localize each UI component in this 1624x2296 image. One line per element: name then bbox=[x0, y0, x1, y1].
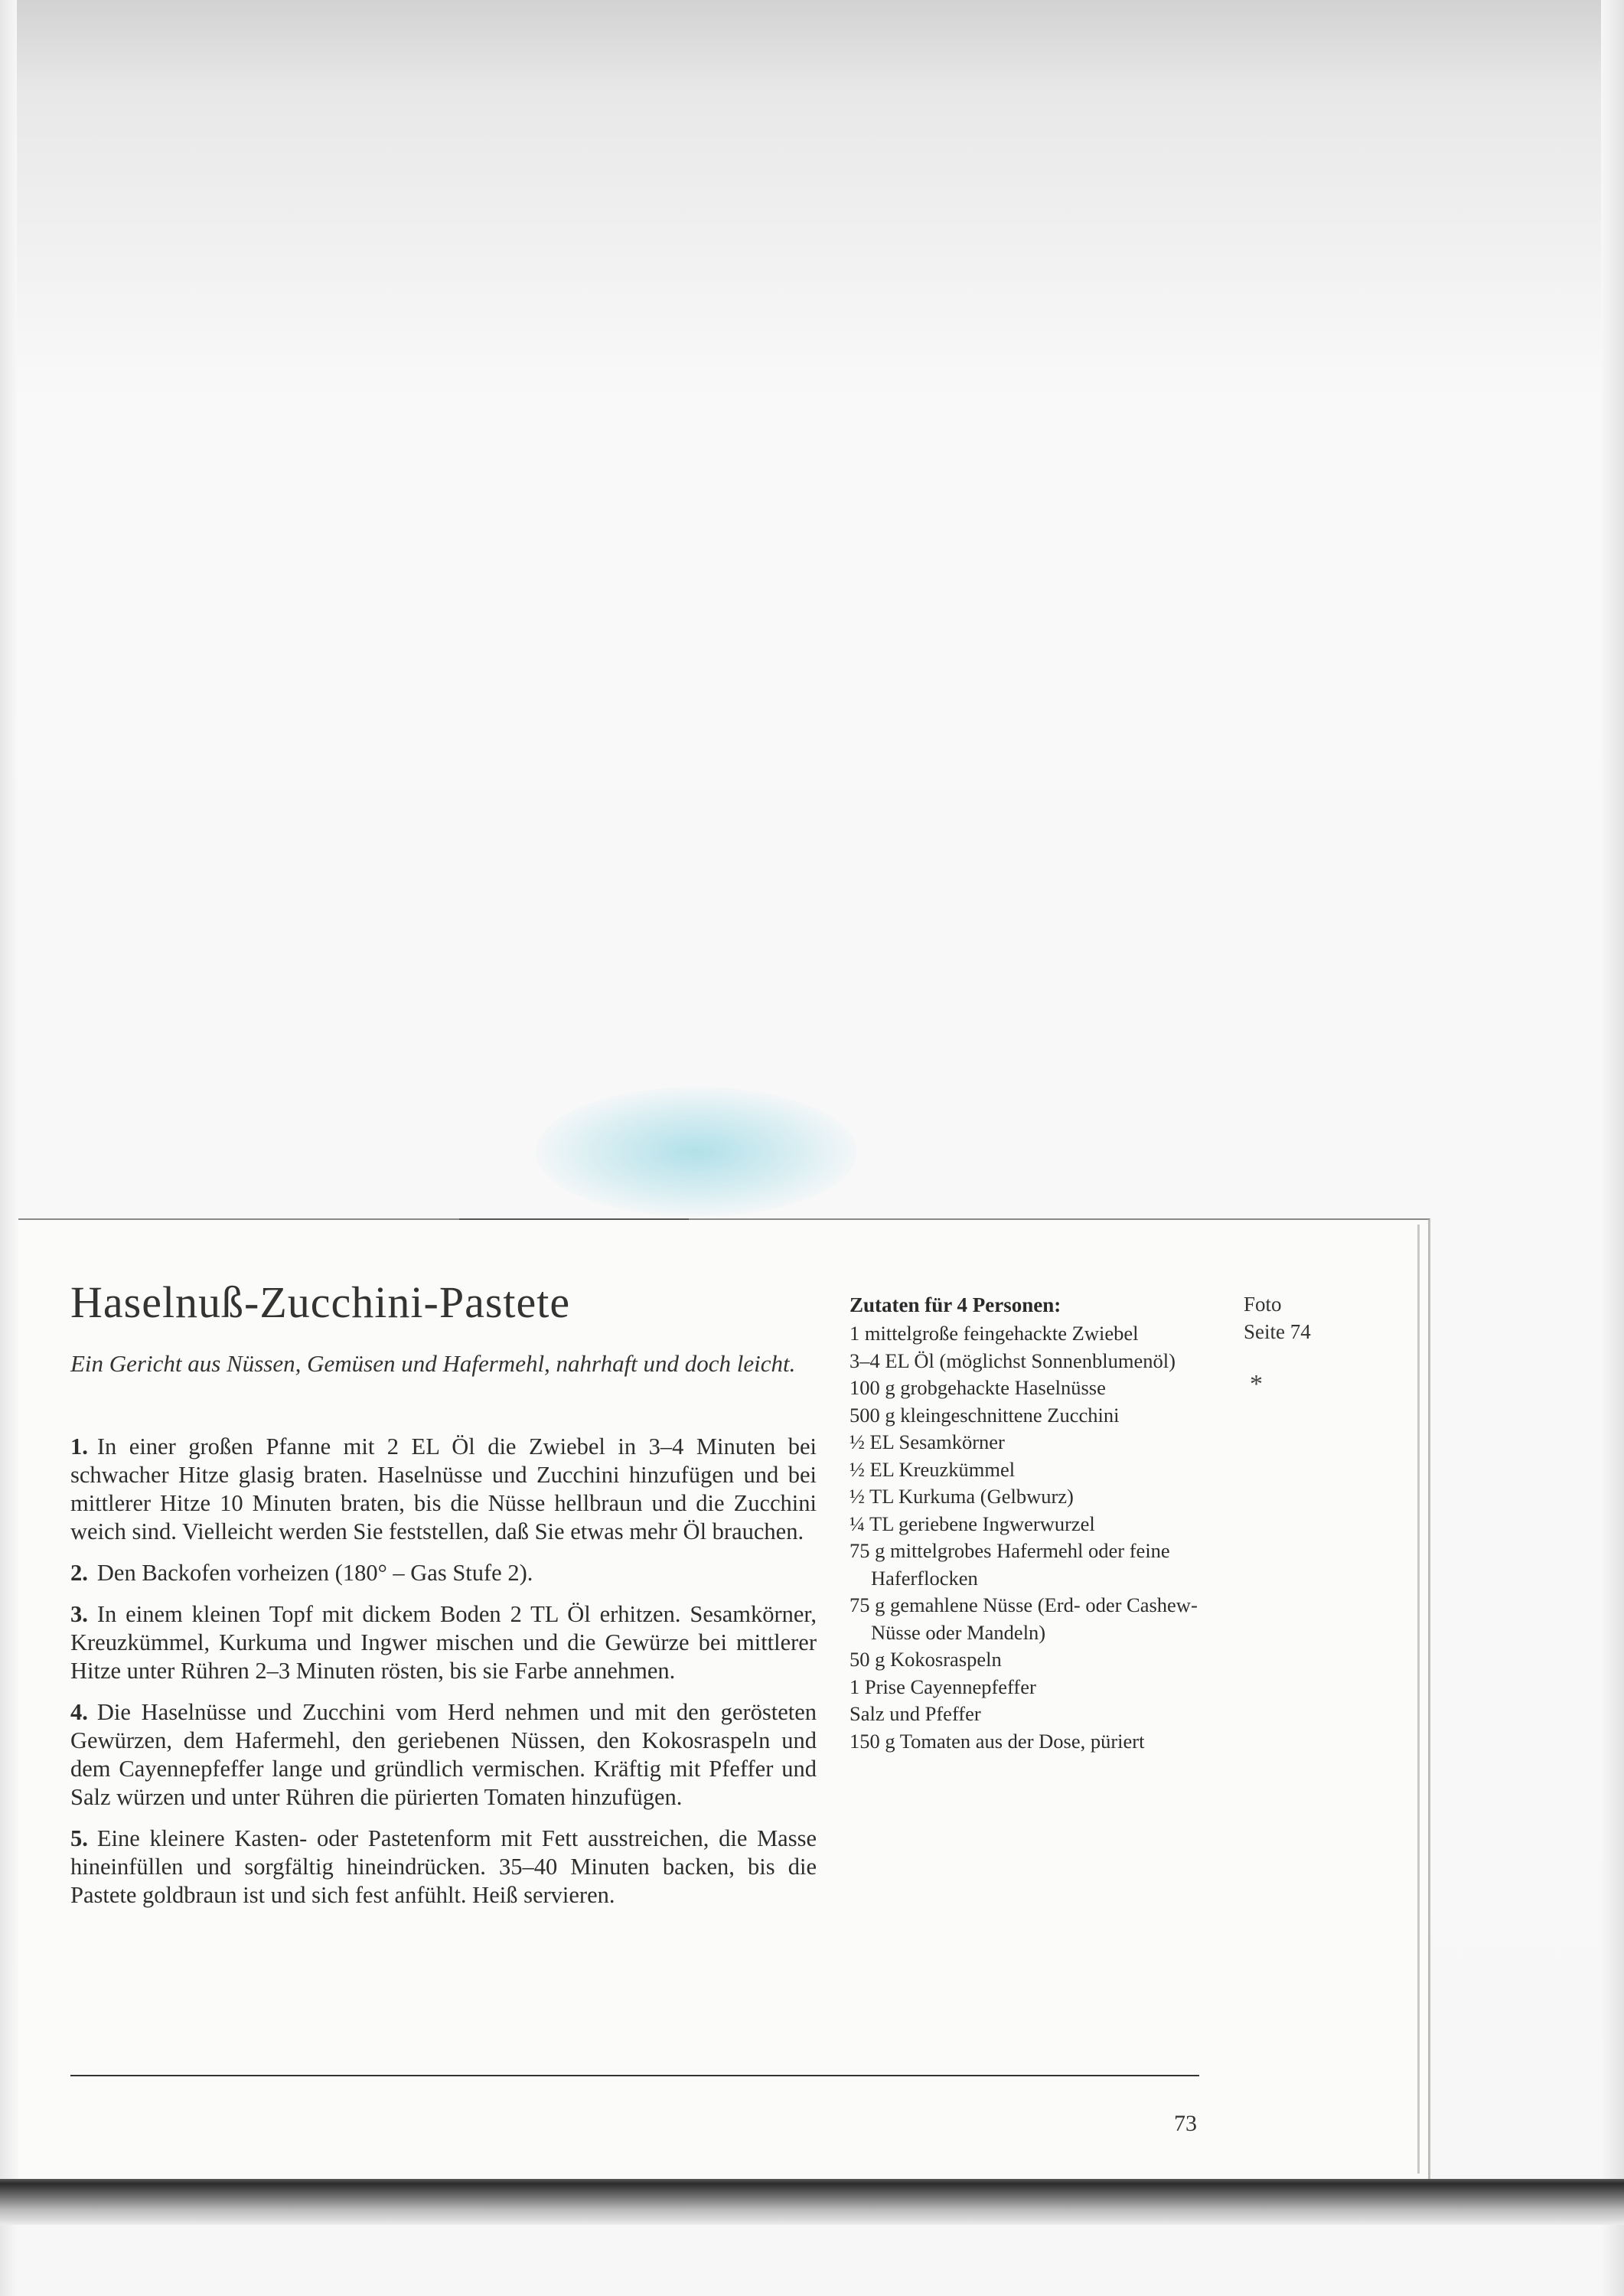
step-text: Eine kleinere Kasten- oder Pastetenform mit Fett ausstreichen, die Masse hineinfüllen und sorgfältig hineindrücken. 35–40 Minuten backen, bis die Pastete goldbraun ist und sich fest anfühlt. Heiß servieren. bbox=[70, 1825, 817, 1908]
ingredient-item: 50 g Kokosraspeln bbox=[850, 1648, 1002, 1671]
ingredient-item: 100 g grobgehackte Haselnüsse bbox=[850, 1376, 1106, 1399]
ingredient-item: ½ EL Kreuzkümmel bbox=[850, 1457, 1016, 1481]
recipe-title: Haselnuß-Zucchini-Pastete bbox=[70, 1277, 571, 1327]
card-bottom-shadow bbox=[0, 2179, 1624, 2225]
ink-smudge bbox=[536, 1087, 857, 1217]
ingredient-item: 1 mittelgroße feingehackte Zwiebel bbox=[850, 1322, 1139, 1345]
photo-ref-label: Foto bbox=[1244, 1293, 1282, 1316]
step-text: Die Haselnüsse und Zucchini vom Herd nehmen und mit den gerösteten Gewürzen, dem Hafermehl, den geriebenen Nüssen, den Kokosraspeln und dem Cayennepfeffer lange und gründlich vermischen. Kräftig mit Pfeffer und Salz würzen und unter Rühren die pürierten Tomaten hinzufügen. bbox=[70, 1699, 817, 1810]
ingredient-item: 1 Prise Cayennepfeffer bbox=[850, 1675, 1036, 1698]
card-top-mark bbox=[459, 1218, 689, 1220]
step-number: 2. bbox=[70, 1560, 88, 1586]
step-number: 3. bbox=[70, 1601, 88, 1627]
ingredients-list bbox=[850, 1320, 1217, 1755]
asterisk-marker: * bbox=[1250, 1370, 1263, 1398]
scan-edge-left bbox=[0, 0, 17, 2296]
ingredient-item: 150 g Tomaten aus der Dose, püriert bbox=[850, 1729, 1145, 1753]
ingredient-item: ½ EL Sesamkörner bbox=[850, 1430, 1005, 1453]
instruction-step-1 bbox=[70, 1433, 817, 1546]
recipe-subtitle: Ein Gericht aus Nüssen, Gemüsen und Hafermehl, nahrhaft und doch leicht. bbox=[70, 1350, 796, 1377]
instruction-step-5 bbox=[70, 1825, 817, 1910]
ingredient-item: ½ TL Kurkuma (Gelbwurz) bbox=[850, 1485, 1074, 1508]
instruction-step-4 bbox=[70, 1698, 817, 1812]
bottom-rule bbox=[70, 2075, 1199, 2076]
ingredient-item: 500 g kleingeschnittene Zucchini bbox=[850, 1403, 1120, 1427]
card-right-edge bbox=[1417, 1225, 1420, 2174]
step-number: 4. bbox=[70, 1699, 88, 1725]
instruction-step-3 bbox=[70, 1600, 817, 1685]
step-text: Den Backofen vorheizen (180° – Gas Stufe 2). bbox=[96, 1560, 533, 1586]
ingredient-item: ¼ TL geriebene Ingwerwurzel bbox=[850, 1512, 1095, 1535]
step-number: 5. bbox=[70, 1825, 88, 1851]
ingredient-item: 3–4 EL Öl (möglichst Sonnenblumenöl) bbox=[850, 1349, 1176, 1372]
step-text: In einer großen Pfanne mit 2 EL Öl die Zwiebel in 3–4 Minuten bei schwacher Hitze glasig braten. Haselnüsse und Zucchini hinzufügen und bei mittlerer Hitze 10 Minuten braten, bis die Nüsse hellbraun und die Zucchini weich sind. Vielleicht werden Sie feststellen, daß Sie etwas mehr Öl brauchen. bbox=[70, 1433, 817, 1544]
photo-ref-page: Seite 74 bbox=[1244, 1320, 1311, 1343]
photo-reference bbox=[1244, 1290, 1311, 1345]
instruction-step-2 bbox=[70, 1559, 817, 1587]
ingredient-item: 75 g gemahlene Nüsse (Erd- oder Cashew-Nüsse oder Mandeln) bbox=[850, 1593, 1198, 1644]
page-number: 73 bbox=[1174, 2111, 1197, 2136]
instructions-list bbox=[70, 1433, 817, 1923]
ingredient-item: 75 g mittelgrobes Hafermehl oder feine Haferflocken bbox=[850, 1539, 1170, 1590]
step-number: 1. bbox=[70, 1433, 88, 1459]
ingredient-item: Salz und Pfeffer bbox=[850, 1702, 981, 1725]
scan-edge-right bbox=[1601, 0, 1624, 2296]
step-text: In einem kleinen Topf mit dickem Boden 2 TL Öl erhitzen. Sesamkörner, Kreuzkümmel, Kurkuma und Ingwer mischen und die Gewürze bei mittlerer Hitze unter Rühren 2–3 Minuten rösten, bis sie Farbe annehmen. bbox=[70, 1601, 817, 1684]
ingredients-heading: Zutaten für 4 Personen: bbox=[850, 1293, 1061, 1316]
